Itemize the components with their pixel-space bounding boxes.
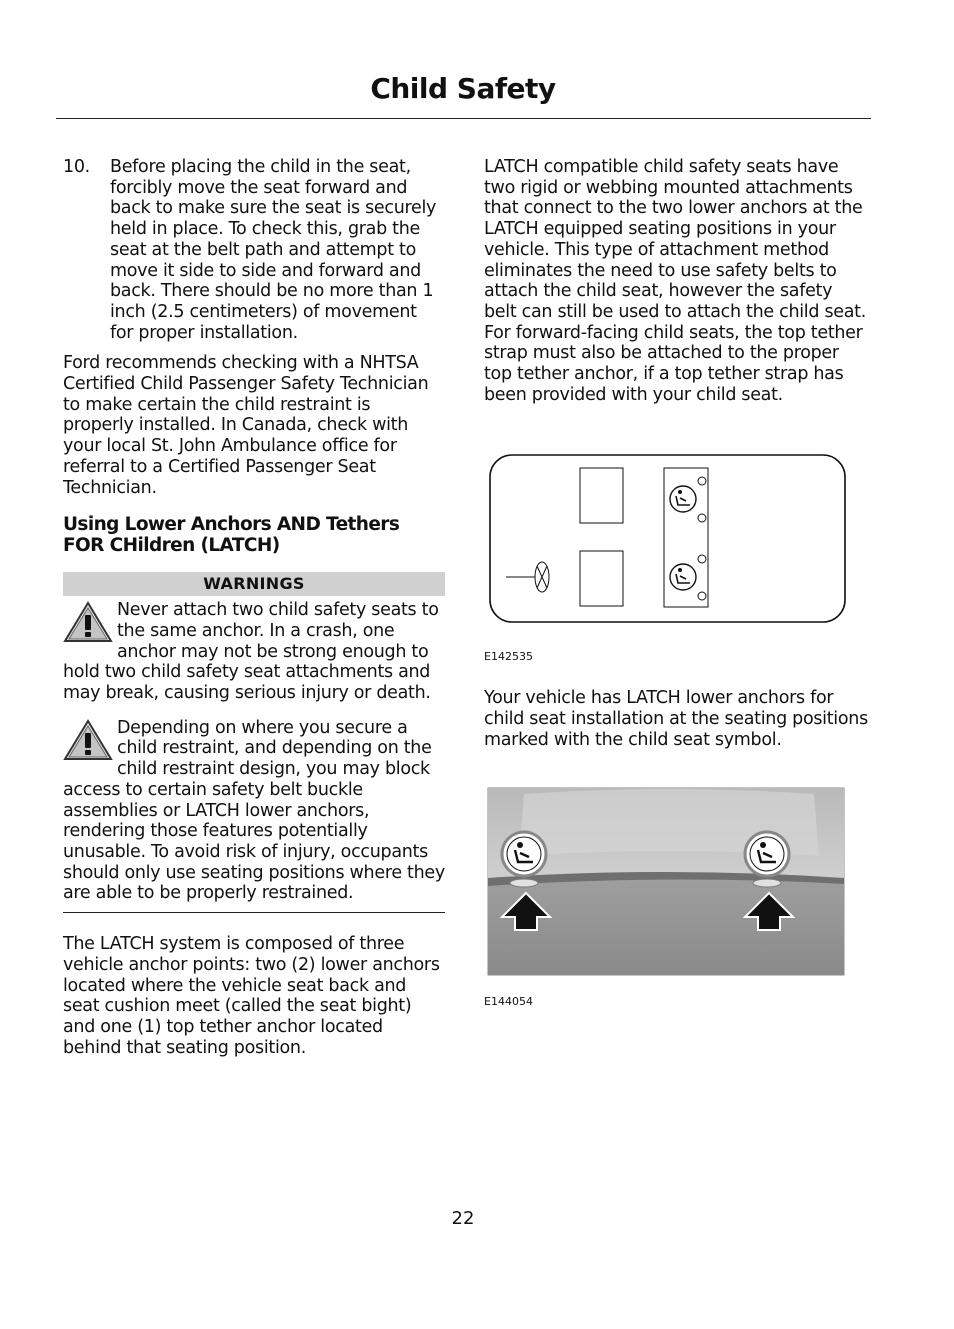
page-title: Child Safety: [370, 72, 556, 105]
seat-bight-illustration: [484, 786, 869, 976]
paragraph-latch-system: The LATCH system is composed of three vehicle anchor points: two (2) lower anchors located where the vehicle seat back and seat cushion meet (called the seat bight) and one (1) top tether anchor located behind that seating position.: [63, 934, 440, 1058]
figure-1-id: E142535: [484, 650, 533, 664]
paragraph-lower-anchors: Your vehicle has LATCH lower anchors for child seat installation at the seating positions marked with the child seat symbol.: [484, 688, 868, 750]
warning-text: Depending on where you secure a child restraint, and depending on the child restraint design, you may block access to certain safety belt buckle assemblies or LATCH lower anchors, rendering those features potentially unusable. To avoid risk of injury, occupants should only use seating positions where they are able to be properly restrained.: [63, 717, 445, 904]
figure-seat-layout: [484, 453, 869, 625]
title-divider: [56, 118, 871, 119]
figure-2-id: E144054: [484, 995, 533, 1009]
step-text: Before placing the child in the seat, forcibly move the seat forward and back to make sure the seat is securely held in place. To check this, grab the seat at the belt path and attempt to move it side to side and forward and back. There should be no more than 1 inch (2.5 centimeters) of movement for proper installation.: [110, 157, 437, 343]
warning-triangle-icon: [63, 718, 113, 762]
child-seat-symbol-icon: [670, 486, 696, 512]
paragraph-nhtsa: Ford recommends checking with a NHTSA Certified Child Passenger Safety Technician to make certain the child restraint is properly installed. In Canada, check with your local St. John Ambulance office for referral to a Certified Passenger Seat Technician.: [63, 353, 429, 498]
left-column: [63, 157, 445, 1058]
step-number: 10.: [63, 157, 90, 177]
figure-seat-bight: [484, 786, 869, 976]
right-column: [484, 157, 869, 1013]
warning-text: Never attach two child safety seats to the same anchor. In a crash, one anchor may not be strong enough to hold two child safety seat attachments and may break, causing serious injury or death.: [63, 600, 439, 704]
child-seat-symbol-icon: [670, 564, 696, 590]
paragraph-latch-compatible: LATCH compatible child safety seats have two rigid or webbing mounted attachments that connect to the two lower anchors at the LATCH equipped seating positions in your vehicle. This type of attachment method eliminates the need to use safety belts to attach the child seat, however the safety belt can still be used to attach the child seat. For forward-facing child seats, the top tether strap must also be attached to the proper top tether anchor, if a top tether strap has been provided with your child seat.: [484, 157, 866, 405]
warning-item-2: [63, 714, 445, 904]
page-number: 22: [451, 1208, 475, 1229]
warning-item-1: [63, 596, 445, 704]
child-seat-symbol-icon: [745, 832, 789, 876]
warnings-header: WARNINGS: [63, 572, 445, 596]
section-heading-latch: Using Lower Anchors AND Tethers FOR CHildren (LATCH): [63, 514, 400, 557]
seat-layout-diagram: [484, 453, 869, 625]
child-seat-symbol-icon: [502, 832, 546, 876]
step-10: [63, 157, 445, 343]
warning-triangle-icon: [63, 600, 113, 644]
